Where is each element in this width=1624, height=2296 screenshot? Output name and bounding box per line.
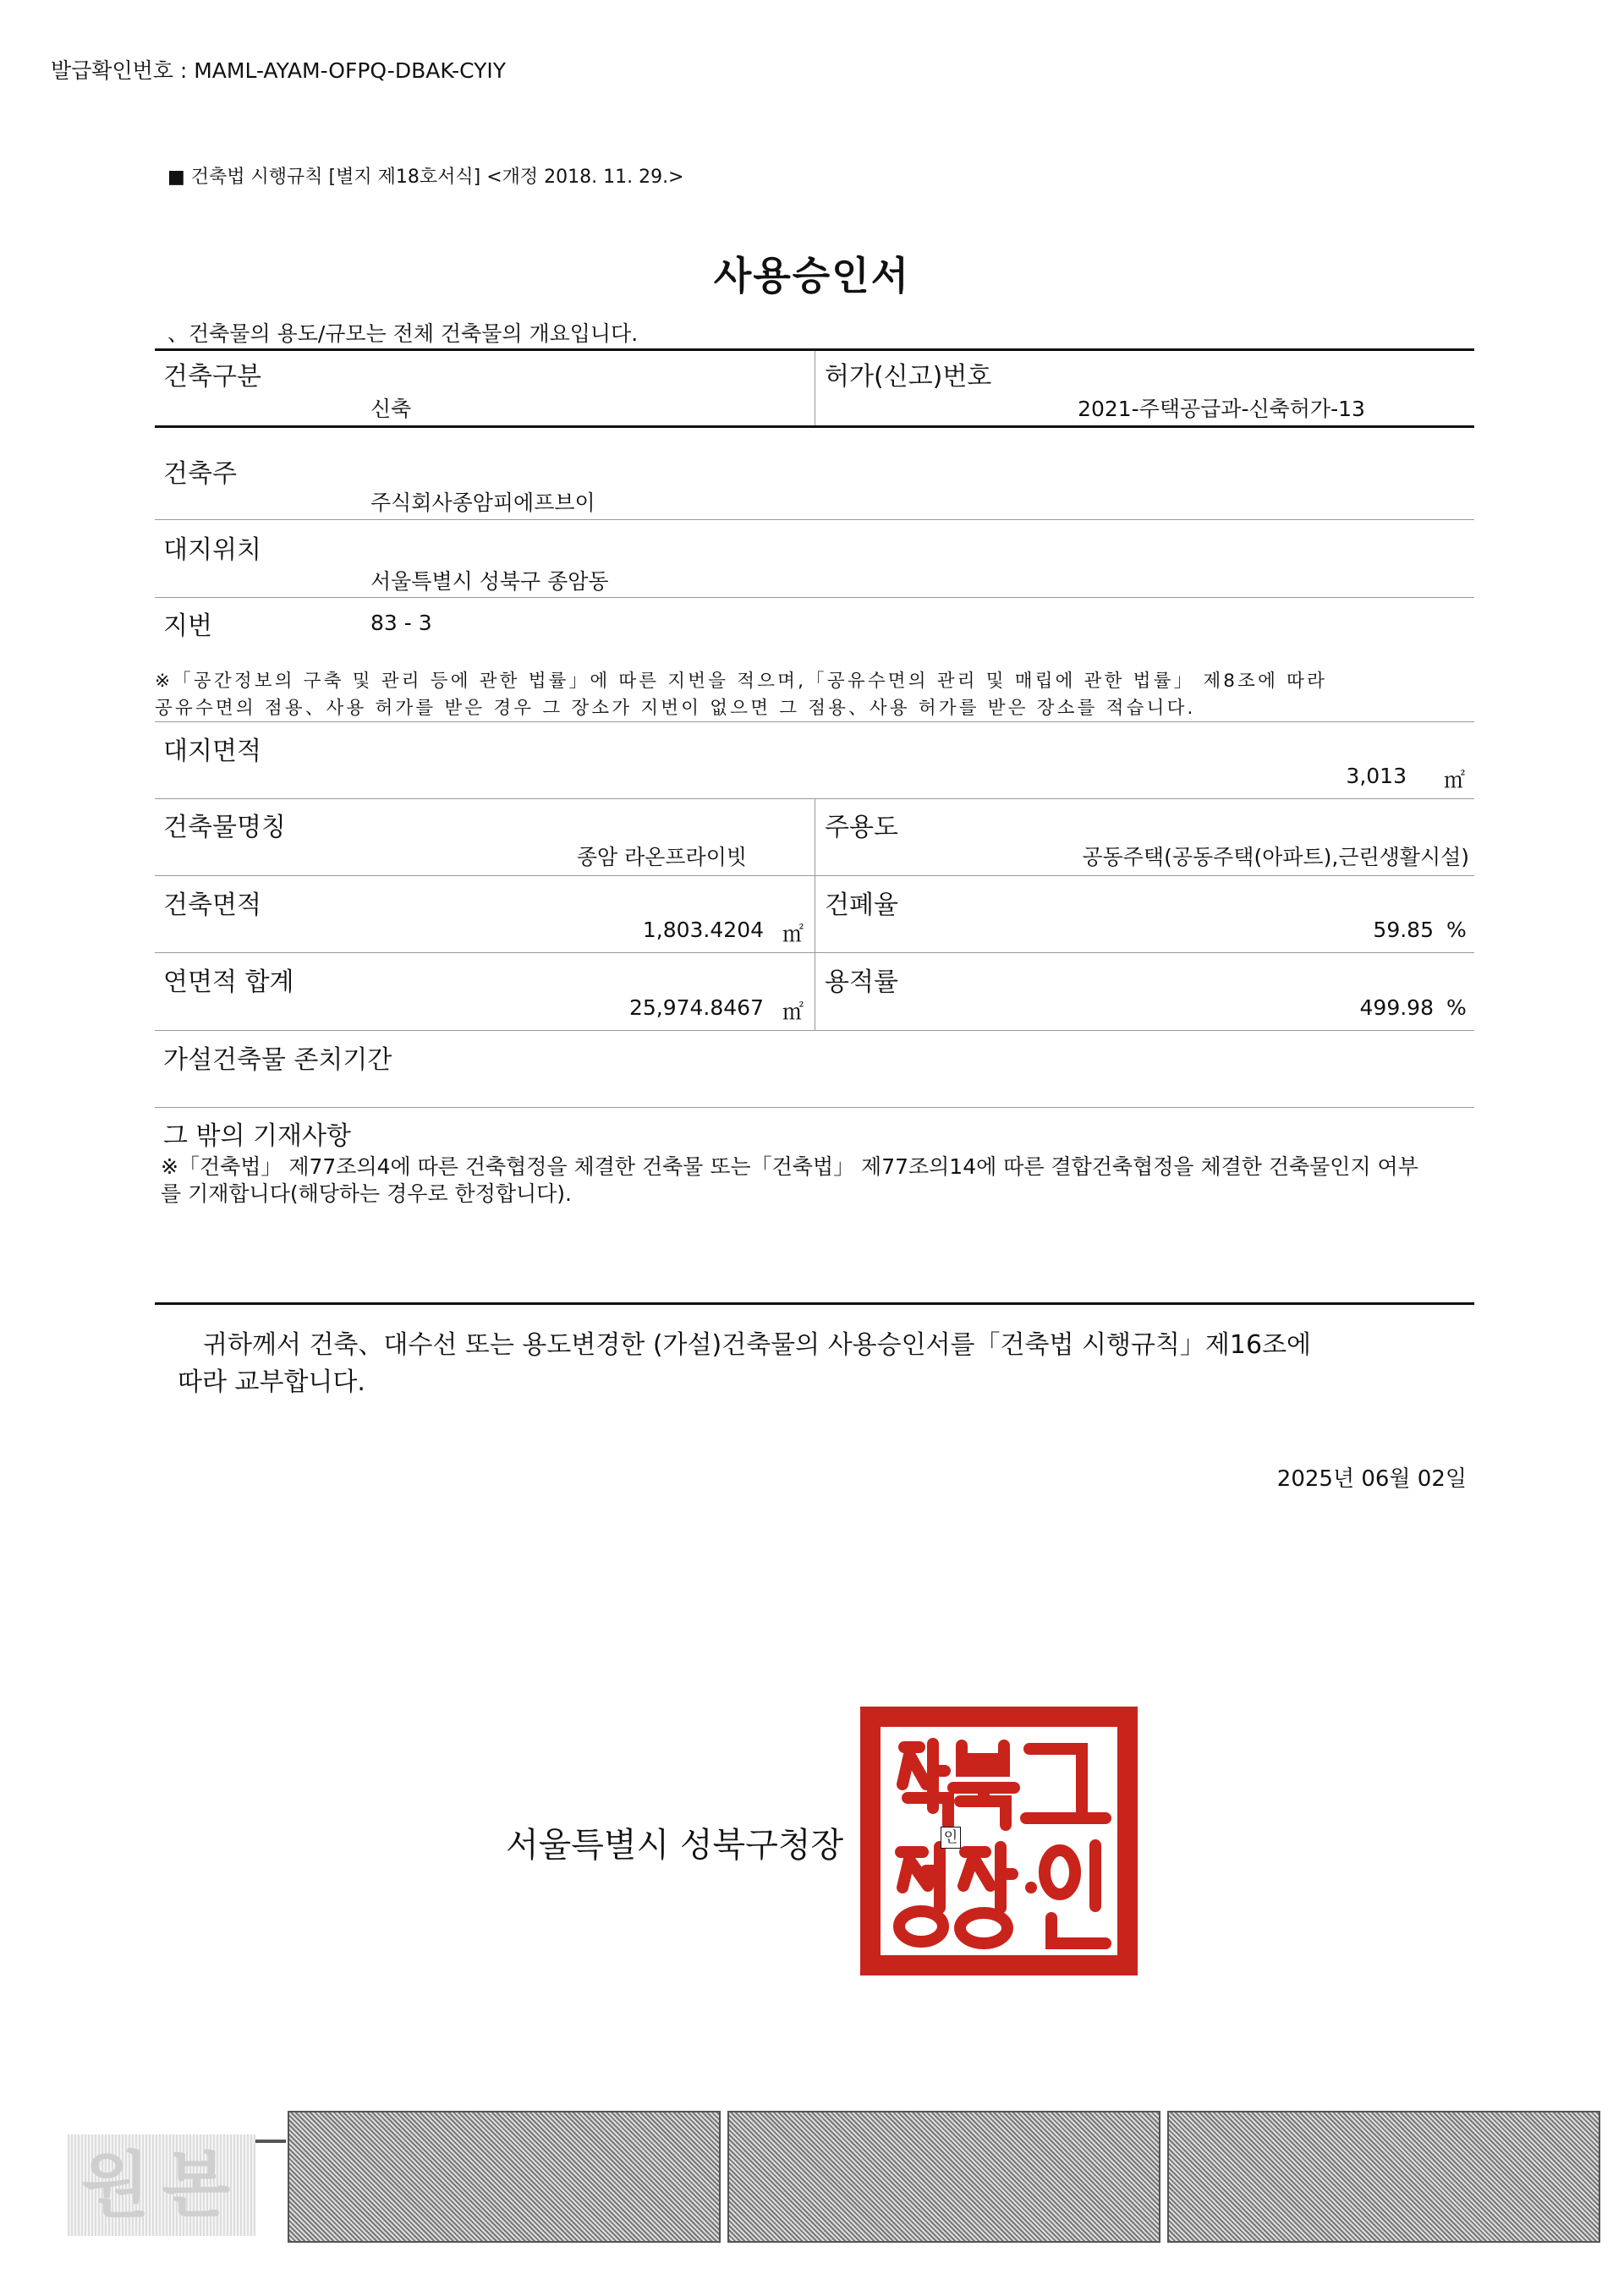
building-area-label: 건축면적 (163, 890, 261, 920)
misc-note-line2: 를 기재합니다(해당하는 경우로 한정합니다). (161, 1181, 572, 1206)
temp-building-period-label: 가설건축물 존치기간 (163, 1045, 392, 1075)
building-type-label: 건축구분 (163, 362, 261, 392)
closing-line1: 귀하께서 건축、대수선 또는 용도변경한 (가설)건축물의 사용승인서를「건축법 시행규칙」제16조에 (203, 1330, 1312, 1360)
floor-area-ratio-unit: % (1446, 995, 1467, 1020)
floor-area-ratio-value: 499.98 (1359, 995, 1434, 1020)
building-type-value: 신축 (370, 397, 412, 421)
total-floor-area-unit: ㎡ (782, 1000, 804, 1024)
document-title: 사용승인서 (713, 253, 911, 299)
coverage-ratio-label: 건폐율 (825, 890, 898, 920)
row-divider (155, 1107, 1474, 1108)
total-floor-area-value: 25,974.8467 (628, 995, 764, 1020)
security-barcode (288, 2111, 721, 2243)
site-location-value: 서울특별시 성북구 종암동 (370, 569, 609, 594)
copy-mark-text: 원본 (80, 2144, 243, 2227)
permit-number-label: 허가(신고)번호 (825, 362, 992, 392)
main-use-label: 주용도 (825, 813, 898, 842)
site-area-label: 대지면적 (163, 737, 261, 766)
issue-number: 발급확인번호 : MAML-AYAM-OFPQ-DBAK-CYIY (51, 58, 507, 83)
building-area-value: 1,803.4204 (642, 918, 764, 942)
building-name-label: 건축물명칭 (163, 813, 286, 842)
misc-label: 그 밖의 기재사항 (163, 1121, 351, 1151)
site-location-label: 대지위치 (163, 535, 261, 565)
building-area-unit: ㎡ (782, 922, 804, 946)
security-barcode (1167, 2111, 1600, 2243)
overview-note: 、건축물의 용도/규모는 전체 건축물의 개요입니다. (167, 321, 639, 346)
issuer-name: 서울특별시 성북구청장 (506, 1826, 844, 1865)
closing-line2: 따라 교부합니다. (178, 1367, 365, 1397)
coverage-ratio-value: 59.85 (1373, 918, 1434, 942)
lot-number-label: 지번 (163, 611, 212, 641)
section-rule (155, 425, 1474, 428)
lot-number-value: 83 - 3 (370, 611, 432, 635)
main-use-value: 공동주택(공동주택(아파트),근린생활시설) (1082, 845, 1469, 869)
site-area-unit: ㎡ (1444, 768, 1466, 792)
coverage-ratio-unit: % (1446, 918, 1467, 942)
floor-area-ratio-label: 용적률 (825, 967, 898, 997)
row-divider (155, 597, 1474, 598)
security-barcodes (0, 2111, 1624, 2239)
building-name-value: 종암 라온프라이빗 (576, 845, 747, 869)
owner-label: 건축주 (163, 459, 237, 489)
security-barcode (727, 2111, 1160, 2243)
form-reference: ■ 건축법 시행규칙 [별지 제18호서식] <개정 2018. 11. 29.> (167, 167, 684, 188)
table-bottom-rule (155, 1302, 1474, 1305)
lot-note-line2: 공유수면의 점용、사용 허가를 받은 경우 그 장소가 지번이 없으면 그 점용、사용 허가를 받은 장소를 적습니다. (155, 698, 1196, 719)
total-floor-area-label: 연면적 합계 (163, 967, 294, 997)
issue-date: 2025년 06월 02일 (1276, 1466, 1467, 1492)
lot-note-line1: ※「공간정보의 구축 및 관리 등에 관한 법률」에 따른 지번을 적으며,「공유수면의 관리 및 매립에 관한 법률」 제8조에 따라 (155, 671, 1328, 692)
misc-note-line1: ※「건축법」 제77조의4에 따른 건축협정을 체결한 건축물 또는「건축법」 제77조의14에 따른 결합건축협정을 체결한 건축물인지 여부 (161, 1154, 1418, 1179)
owner-value: 주식회사종암피에프브이 (370, 490, 595, 515)
site-area-value: 3,013 (1346, 764, 1407, 788)
seal-mark: 인 (941, 1827, 961, 1849)
row-divider (155, 1030, 1474, 1031)
permit-number-value: 2021-주택공급과-신축허가-13 (1078, 397, 1365, 421)
row-divider (155, 519, 1474, 520)
official-seal-stamp (860, 1707, 1138, 1975)
